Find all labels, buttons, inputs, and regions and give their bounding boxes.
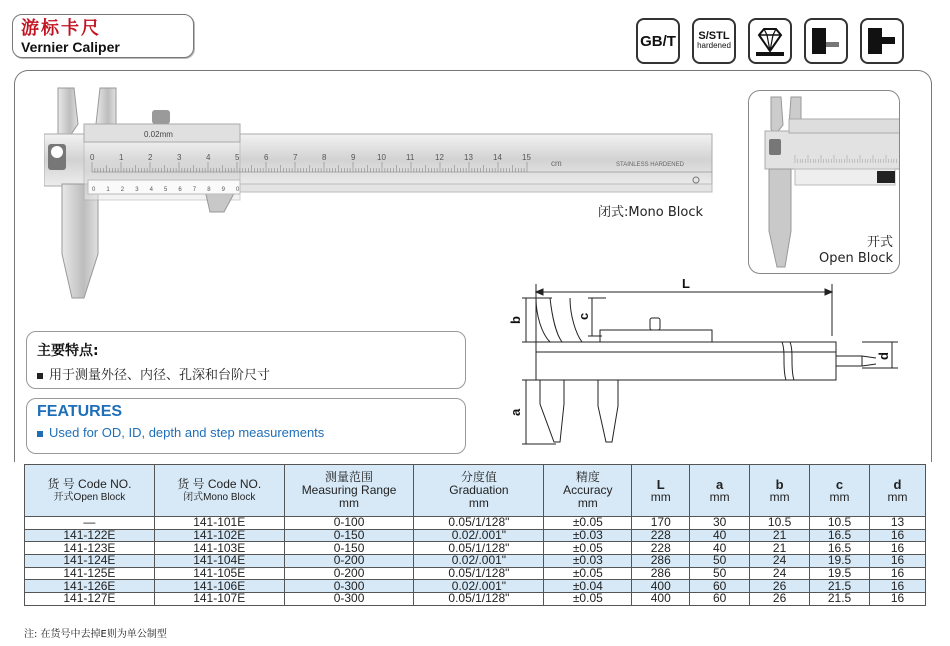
table-cell: 400 — [632, 580, 690, 593]
mono-block-label: 闭式:Mono Block — [598, 205, 704, 220]
header-line: mm — [577, 496, 598, 510]
vernier-number: 9 — [221, 187, 225, 193]
table-cell: 13 — [870, 517, 926, 530]
table-header-cell — [810, 465, 870, 517]
header-line: b — [775, 476, 784, 492]
table-row — [25, 529, 926, 542]
table-cell: 0-200 — [284, 567, 414, 580]
table-header-cell — [690, 465, 750, 517]
features-en-title: FEATURES — [37, 403, 123, 420]
scale-number: 4 — [206, 153, 211, 162]
open-block-label-cn: 开式 — [866, 235, 893, 250]
scale-unit: cm — [551, 159, 562, 168]
table-cell: 0-150 — [284, 529, 414, 542]
table-cell: 19.5 — [810, 555, 870, 568]
features-cn-text: 用于测量外径、内径、孔深和台阶尺寸 — [49, 368, 271, 383]
table-cell: 141-101E — [154, 517, 284, 530]
scale-number: 11 — [406, 153, 415, 162]
table-cell: 40 — [690, 529, 750, 542]
scale-number: 5 — [235, 153, 240, 162]
table-header-cell — [25, 465, 155, 517]
table-cell: 21 — [750, 529, 810, 542]
scale-number: 9 — [351, 153, 356, 162]
scale-number: 15 — [522, 153, 531, 162]
table-cell: 141-123E — [25, 542, 155, 555]
features-en-item — [37, 425, 455, 440]
sstl-label: S/STL — [698, 30, 730, 42]
table-cell: 24 — [750, 567, 810, 580]
table-cell: 16 — [870, 580, 926, 593]
open-block-inset — [748, 90, 900, 274]
header-line: Graduation — [449, 483, 509, 497]
table-cell: 286 — [632, 567, 690, 580]
table-cell: 141-127E — [25, 593, 155, 606]
table-cell: 141-122E — [25, 529, 155, 542]
header-line: mm — [887, 489, 908, 504]
diamond-icon — [748, 18, 792, 64]
table-header-cell — [284, 465, 414, 517]
table-cell: 0.02/.001" — [414, 529, 544, 542]
vernier-number: 7 — [192, 187, 197, 193]
table-cell: 60 — [690, 580, 750, 593]
table-cell: 286 — [632, 555, 690, 568]
scale-number: 13 — [464, 153, 473, 162]
scale-number: 6 — [264, 153, 269, 162]
page-title-cn: 游标卡尺 — [21, 18, 101, 39]
vernier-plate-text: 0.02mm — [144, 130, 173, 139]
header-line: mm — [650, 489, 671, 504]
scale-number: 0 — [90, 153, 95, 162]
vernier-caliper-photo — [44, 84, 716, 306]
title-box — [12, 14, 194, 58]
table-header-cell — [154, 465, 284, 517]
header-line: mm — [769, 489, 790, 504]
header-line: mm — [829, 489, 850, 504]
header-line: 精度 — [575, 470, 600, 484]
table-cell: 141-126E — [25, 580, 155, 593]
vernier-scale — [88, 180, 240, 194]
dim-L-label: L — [682, 276, 690, 291]
footnote: 注: 在货号中去掉E则为单公制型 — [24, 629, 167, 640]
table-cell: 50 — [690, 555, 750, 568]
table-body — [25, 517, 926, 606]
header-line: d — [893, 476, 902, 492]
dim-b-label: b — [508, 316, 523, 324]
table-cell: 0-200 — [284, 555, 414, 568]
table-cell: 141-104E — [154, 555, 284, 568]
table-header-cell — [750, 465, 810, 517]
table-cell: 141-124E — [25, 555, 155, 568]
table-cell: 0.02/.001" — [414, 580, 544, 593]
table-cell: 50 — [690, 567, 750, 580]
table-cell: 26 — [750, 593, 810, 606]
vernier-number: 3 — [135, 187, 139, 193]
table-cell: 19.5 — [810, 567, 870, 580]
vernier-number: 4 — [149, 187, 153, 193]
table-cell: 141-107E — [154, 593, 284, 606]
table-cell: 30 — [690, 517, 750, 530]
header-line: 货 号 Code NO. — [177, 476, 262, 491]
header-line: Accuracy — [563, 483, 613, 497]
table-cell: ±0.03 — [544, 555, 632, 568]
table-cell: ±0.05 — [544, 542, 632, 555]
table-cell: ±0.03 — [544, 529, 632, 542]
features-cn-box — [26, 331, 466, 389]
table-header-cell — [414, 465, 544, 517]
table-cell: 16.5 — [810, 542, 870, 555]
hardened-label: hardened — [697, 41, 731, 50]
stainless-text: STAINLESS HARDENED — [616, 162, 684, 168]
header-line: L — [656, 476, 665, 492]
bullet-icon — [37, 373, 43, 379]
scale-number: 12 — [435, 153, 444, 162]
table-cell: — — [25, 517, 155, 530]
table-cell: 0-300 — [284, 580, 414, 593]
table-cell: 141-102E — [154, 529, 284, 542]
header-line: Measuring Range — [301, 483, 397, 497]
features-cn-item — [37, 364, 455, 383]
depth-rod-round-icon — [860, 18, 904, 64]
scale-number: 14 — [493, 153, 502, 162]
header-line: 开式Open Block — [53, 491, 126, 503]
table-cell: 0.02/.001" — [414, 555, 544, 568]
table-cell: 0.05/1/128" — [414, 567, 544, 580]
table-cell: 0-150 — [284, 542, 414, 555]
open-block-label-en: Open Block — [818, 251, 893, 266]
table-cell: 16 — [870, 555, 926, 568]
table-cell: ±0.05 — [544, 567, 632, 580]
page-title-en: Vernier Caliper — [21, 39, 120, 55]
table-header-cell — [544, 465, 632, 517]
table-cell: 0.05/1/128" — [414, 517, 544, 530]
table-header-cell — [870, 465, 926, 517]
spec-table — [24, 464, 926, 606]
table-cell: 10.5 — [810, 517, 870, 530]
badge-row — [636, 18, 904, 64]
depth-rod-flat-icon — [804, 18, 848, 64]
scale-number: 10 — [377, 153, 386, 162]
dim-a-label: a — [508, 408, 523, 416]
table-cell: 16 — [870, 593, 926, 606]
dim-d-label: d — [876, 352, 891, 360]
table-cell: 24 — [750, 555, 810, 568]
vernier-number: 2 — [120, 187, 125, 193]
table-cell: 141-105E — [154, 567, 284, 580]
header-line: 分度值 — [460, 470, 497, 484]
table-cell: 16 — [870, 567, 926, 580]
header-line: mm — [468, 496, 489, 510]
table-cell: 10.5 — [750, 517, 810, 530]
table-cell: 400 — [632, 593, 690, 606]
table-cell: 0-300 — [284, 593, 414, 606]
features-cn-title: 主要特点: — [37, 343, 99, 359]
table-cell: 16.5 — [810, 529, 870, 542]
features-en-text: Used for OD, ID, depth and step measurements — [49, 425, 325, 440]
table-cell: 141-103E — [154, 542, 284, 555]
table-cell: 26 — [750, 580, 810, 593]
features-en-box — [26, 398, 466, 454]
table-cell: 228 — [632, 542, 690, 555]
scale-number: 8 — [322, 153, 327, 162]
table-cell: 0-100 — [284, 517, 414, 530]
table-cell: 21.5 — [810, 580, 870, 593]
table-cell: 141-106E — [154, 580, 284, 593]
table-cell: ±0.04 — [544, 580, 632, 593]
stainless-hardened-badge — [692, 18, 736, 64]
header-line: a — [716, 476, 724, 492]
table-cell: ±0.05 — [544, 593, 632, 606]
gbt-standard-badge: GB/T — [636, 18, 680, 64]
vernier-number: 1 — [106, 187, 110, 193]
table-header-row — [25, 465, 926, 517]
table-cell: 21.5 — [810, 593, 870, 606]
table-row — [25, 593, 926, 606]
table-cell: 141-125E — [25, 567, 155, 580]
scale-number: 2 — [148, 153, 153, 162]
table-cell: 0.05/1/128" — [414, 542, 544, 555]
scale-number: 1 — [119, 153, 124, 162]
dimension-drawing — [506, 276, 898, 456]
scale-number: 7 — [293, 153, 298, 162]
header-line: 闭式Mono Block — [183, 491, 256, 503]
dim-c-label: c — [576, 312, 591, 320]
table-cell: ±0.05 — [544, 517, 632, 530]
table-cell: 60 — [690, 593, 750, 606]
header-line: mm — [339, 496, 360, 510]
table-cell: 16 — [870, 542, 926, 555]
header-line: 测量范围 — [325, 470, 374, 484]
table-header-cell — [632, 465, 690, 517]
vernier-number: 5 — [164, 187, 168, 193]
table-cell: 170 — [632, 517, 690, 530]
open-block-label — [819, 235, 893, 267]
header-line: c — [835, 476, 844, 492]
bullet-icon — [37, 431, 43, 437]
vernier-number: 0 — [236, 187, 240, 193]
table-cell: 16 — [870, 529, 926, 542]
header-line: 货 号 Code NO. — [47, 476, 132, 491]
header-line: mm — [709, 489, 730, 504]
vernier-number: 8 — [207, 187, 211, 193]
scale-number: 3 — [177, 153, 182, 162]
vernier-number: 6 — [178, 187, 182, 193]
table-cell: 40 — [690, 542, 750, 555]
table-cell: 0.05/1/128" — [414, 593, 544, 606]
table-cell: 228 — [632, 529, 690, 542]
vernier-number: 0 — [92, 187, 96, 193]
table-cell: 21 — [750, 542, 810, 555]
